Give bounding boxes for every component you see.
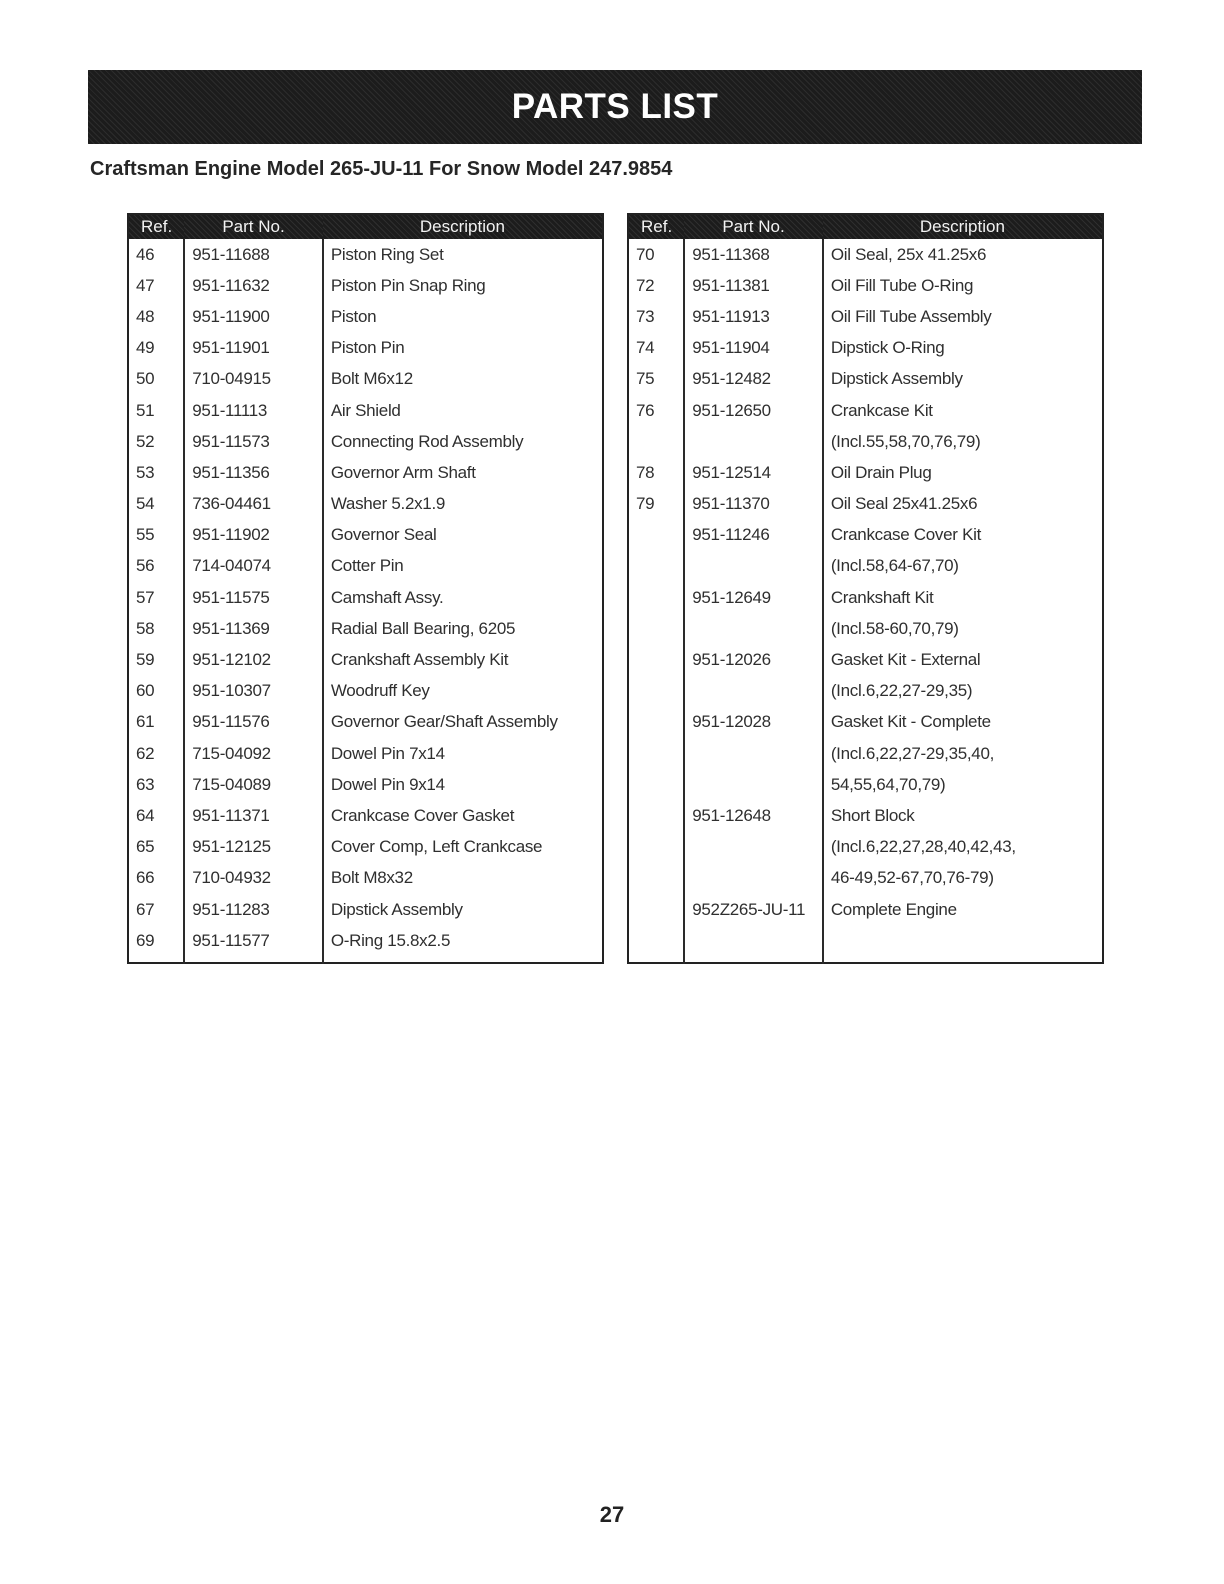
table-row: [628, 426, 1103, 457]
part-number-cell: 714-04074: [184, 551, 323, 582]
description-cell: Camshaft Assy.: [323, 582, 603, 613]
spacer-cell: [823, 956, 1103, 963]
description-cell: Crankshaft Assembly Kit: [323, 644, 603, 675]
column-header-part-no: Part No.: [184, 214, 323, 239]
description-cell: Oil Fill Tube Assembly: [823, 301, 1103, 332]
ref-cell: 75: [636, 369, 655, 389]
description-cell: Piston Pin: [323, 333, 603, 364]
part-number-cell: [684, 426, 823, 457]
page-title: PARTS LIST: [511, 87, 719, 126]
table-row: [128, 613, 603, 644]
table-row: [628, 676, 1103, 707]
part-number-cell: 951-12125: [184, 832, 323, 863]
table-row: [628, 395, 1103, 426]
description-cell: [823, 925, 1103, 956]
ref-cell: 53: [136, 462, 155, 482]
spacer-cell: [128, 956, 184, 963]
ref-cell: [628, 551, 684, 582]
table-row: [628, 707, 1103, 738]
spacer-cell: [323, 956, 603, 963]
ref-cell: 65: [136, 837, 155, 857]
description-cell: Bolt M6x12: [323, 364, 603, 395]
part-number-cell: 951-12650: [684, 395, 823, 426]
part-number-cell: [684, 925, 823, 956]
table-row: [628, 863, 1103, 894]
table-row: [128, 644, 603, 675]
description-cell: Crankcase Cover Kit: [823, 520, 1103, 551]
ref-cell: 55: [136, 525, 155, 545]
table-row: [628, 832, 1103, 863]
part-number-cell: 951-11369: [184, 613, 323, 644]
ref-cell: [628, 863, 684, 894]
part-number-cell: [684, 613, 823, 644]
table-row: [128, 800, 603, 831]
description-cell: (Incl.6,22,27,28,40,42,43,: [823, 832, 1103, 863]
table-row: [628, 239, 1103, 270]
ref-cell: 60: [136, 681, 155, 701]
table-row: [128, 239, 603, 270]
table-row: [128, 426, 603, 457]
spacer-cell: [184, 956, 323, 963]
description-cell: Oil Drain Plug: [823, 457, 1103, 488]
part-number-cell: 952Z265-JU-11: [684, 894, 823, 925]
table-row: [628, 894, 1103, 925]
description-cell: Piston: [323, 301, 603, 332]
table-row: [628, 457, 1103, 488]
table-row: [128, 364, 603, 395]
table-row: [628, 582, 1103, 613]
description-cell: Air Shield: [323, 395, 603, 426]
column-header-part-no: Part No.: [684, 214, 823, 239]
ref-cell: [628, 925, 684, 956]
ref-cell: 54: [136, 494, 155, 514]
part-number-cell: 951-11575: [184, 582, 323, 613]
spacer-cell: [628, 956, 684, 963]
table-row: [128, 863, 603, 894]
table-row: [628, 613, 1103, 644]
table-header-row: [628, 214, 1103, 239]
part-number-cell: 951-11904: [684, 333, 823, 364]
description-cell: (Incl.6,22,27-29,35): [823, 676, 1103, 707]
ref-cell: 70: [636, 244, 655, 264]
table-row: [628, 520, 1103, 551]
ref-cell: 79: [636, 494, 655, 514]
ref-cell: 56: [136, 556, 155, 576]
part-number-cell: 951-11901: [184, 333, 323, 364]
description-cell: Dipstick O-Ring: [823, 333, 1103, 364]
description-cell: Piston Ring Set: [323, 239, 603, 270]
spacer-cell: [684, 956, 823, 963]
table-row: [628, 489, 1103, 520]
ref-cell: 58: [136, 618, 155, 638]
table-row: [628, 769, 1103, 800]
ref-cell: 64: [136, 805, 155, 825]
engine-model-subtitle: Craftsman Engine Model 265-JU-11 For Snow Model 247.9854: [90, 158, 673, 180]
description-cell: Radial Ball Bearing, 6205: [323, 613, 603, 644]
description-cell: 46-49,52-67,70,76-79): [823, 863, 1103, 894]
part-number-cell: 951-11573: [184, 426, 323, 457]
description-cell: Crankcase Cover Gasket: [323, 800, 603, 831]
table-header-row: [128, 214, 603, 239]
parts-table-right-body: [628, 239, 1103, 963]
ref-cell: [628, 644, 684, 675]
table-row: [628, 270, 1103, 301]
description-cell: Cover Comp, Left Crankcase: [323, 832, 603, 863]
part-number-cell: 951-11577: [184, 925, 323, 956]
part-number-cell: 710-04932: [184, 863, 323, 894]
ref-cell: 52: [136, 431, 155, 451]
description-cell: (Incl.58-60,70,79): [823, 613, 1103, 644]
part-number-cell: 951-11902: [184, 520, 323, 551]
ref-cell: 62: [136, 743, 155, 763]
description-cell: Complete Engine: [823, 894, 1103, 925]
table-row: [128, 894, 603, 925]
description-cell: Gasket Kit - External: [823, 644, 1103, 675]
ref-cell: 67: [136, 899, 155, 919]
table-row: [128, 832, 603, 863]
table-row: [128, 769, 603, 800]
part-number-cell: 951-11370: [684, 489, 823, 520]
column-header-description: Description: [823, 214, 1103, 239]
part-number-cell: 951-11632: [184, 270, 323, 301]
part-number-cell: 951-12649: [684, 582, 823, 613]
table-row: [628, 925, 1103, 956]
ref-cell: 78: [636, 462, 655, 482]
part-number-cell: 951-11368: [684, 239, 823, 270]
ref-cell: 57: [136, 587, 155, 607]
part-number-cell: 951-11576: [184, 707, 323, 738]
description-cell: Oil Seal, 25x 41.25x6: [823, 239, 1103, 270]
table-row: [128, 676, 603, 707]
ref-cell: [628, 894, 684, 925]
ref-cell: 61: [136, 712, 155, 732]
description-cell: Piston Pin Snap Ring: [323, 270, 603, 301]
part-number-cell: [684, 863, 823, 894]
table-row: [128, 489, 603, 520]
ref-cell: 74: [636, 338, 655, 358]
description-cell: Crankshaft Kit: [823, 582, 1103, 613]
description-cell: Governor Arm Shaft: [323, 457, 603, 488]
ref-cell: 76: [636, 400, 655, 420]
part-number-cell: [684, 769, 823, 800]
part-number-cell: 951-12028: [684, 707, 823, 738]
description-cell: Governor Gear/Shaft Assembly: [323, 707, 603, 738]
ref-cell: [628, 520, 684, 551]
ref-cell: 48: [136, 306, 155, 326]
part-number-cell: 951-12514: [684, 457, 823, 488]
parts-list-banner: [88, 70, 1142, 144]
table-bottom-spacer: [628, 956, 1103, 963]
page-number: 27: [599, 1502, 625, 1527]
description-cell: Dowel Pin 9x14: [323, 769, 603, 800]
table-row: [628, 738, 1103, 769]
part-number-cell: 715-04089: [184, 769, 323, 800]
table-row: [128, 551, 603, 582]
description-cell: Governor Seal: [323, 520, 603, 551]
table-row: [128, 301, 603, 332]
description-cell: Crankcase Kit: [823, 395, 1103, 426]
table-row: [628, 644, 1103, 675]
ref-cell: [628, 676, 684, 707]
description-cell: Short Block: [823, 800, 1103, 831]
table-row: [128, 925, 603, 956]
ref-cell: 73: [636, 306, 655, 326]
ref-cell: 50: [136, 369, 155, 389]
part-number-cell: [684, 676, 823, 707]
part-number-cell: 951-11283: [184, 894, 323, 925]
ref-cell: [628, 738, 684, 769]
part-number-cell: 710-04915: [184, 364, 323, 395]
part-number-cell: 951-12102: [184, 644, 323, 675]
table-row: [128, 270, 603, 301]
part-number-cell: 951-11900: [184, 301, 323, 332]
table-bottom-spacer: [128, 956, 603, 963]
part-number-cell: 951-11356: [184, 457, 323, 488]
part-number-cell: 951-12482: [684, 364, 823, 395]
table-row: [628, 301, 1103, 332]
ref-cell: 46: [136, 244, 155, 264]
ref-cell: 49: [136, 338, 155, 358]
ref-cell: 69: [136, 930, 155, 950]
table-row: [628, 551, 1103, 582]
part-number-cell: 736-04461: [184, 489, 323, 520]
column-header-ref: Ref.: [128, 214, 184, 239]
description-cell: Connecting Rod Assembly: [323, 426, 603, 457]
description-cell: O-Ring 15.8x2.5: [323, 925, 603, 956]
part-number-cell: 951-11381: [684, 270, 823, 301]
description-cell: Oil Fill Tube O-Ring: [823, 270, 1103, 301]
ref-cell: 63: [136, 774, 155, 794]
table-row: [628, 800, 1103, 831]
part-number-cell: 951-12648: [684, 800, 823, 831]
ref-cell: 72: [636, 275, 655, 295]
part-number-cell: 715-04092: [184, 738, 323, 769]
description-cell: (Incl.55,58,70,76,79): [823, 426, 1103, 457]
part-number-cell: 951-11246: [684, 520, 823, 551]
part-number-cell: 951-11688: [184, 239, 323, 270]
parts-table-left: [127, 213, 604, 964]
ref-cell: [628, 800, 684, 831]
description-cell: (Incl.58,64-67,70): [823, 551, 1103, 582]
table-row: [128, 582, 603, 613]
part-number-cell: 951-11913: [684, 301, 823, 332]
ref-cell: 66: [136, 868, 155, 888]
description-cell: Woodruff Key: [323, 676, 603, 707]
table-row: [128, 395, 603, 426]
ref-cell: [628, 426, 684, 457]
description-cell: Dipstick Assembly: [323, 894, 603, 925]
description-cell: (Incl.6,22,27-29,35,40,: [823, 738, 1103, 769]
description-cell: Bolt M8x32: [323, 863, 603, 894]
parts-table-left-body: [128, 239, 603, 963]
ref-cell: [628, 613, 684, 644]
column-header-ref: Ref.: [628, 214, 684, 239]
description-cell: Gasket Kit - Complete: [823, 707, 1103, 738]
description-cell: Oil Seal 25x41.25x6: [823, 489, 1103, 520]
table-row: [628, 364, 1103, 395]
part-number-cell: [684, 832, 823, 863]
column-header-description: Description: [323, 214, 603, 239]
part-number-cell: 951-10307: [184, 676, 323, 707]
part-number-cell: 951-11113: [184, 395, 323, 426]
description-cell: Dipstick Assembly: [823, 364, 1103, 395]
table-row: [628, 333, 1103, 364]
ref-cell: [628, 769, 684, 800]
part-number-cell: [684, 738, 823, 769]
ref-cell: 47: [136, 275, 155, 295]
ref-cell: 59: [136, 650, 155, 670]
part-number-cell: 951-12026: [684, 644, 823, 675]
ref-cell: [628, 707, 684, 738]
description-cell: Dowel Pin 7x14: [323, 738, 603, 769]
ref-cell: [628, 832, 684, 863]
ref-cell: [628, 582, 684, 613]
table-row: [128, 520, 603, 551]
table-row: [128, 457, 603, 488]
table-row: [128, 707, 603, 738]
description-cell: Cotter Pin: [323, 551, 603, 582]
parts-table-right: [627, 213, 1104, 964]
ref-cell: 51: [136, 400, 155, 420]
description-cell: 54,55,64,70,79): [823, 769, 1103, 800]
part-number-cell: [684, 551, 823, 582]
description-cell: Washer 5.2x1.9: [323, 489, 603, 520]
part-number-cell: 951-11371: [184, 800, 323, 831]
table-row: [128, 738, 603, 769]
table-row: [128, 333, 603, 364]
